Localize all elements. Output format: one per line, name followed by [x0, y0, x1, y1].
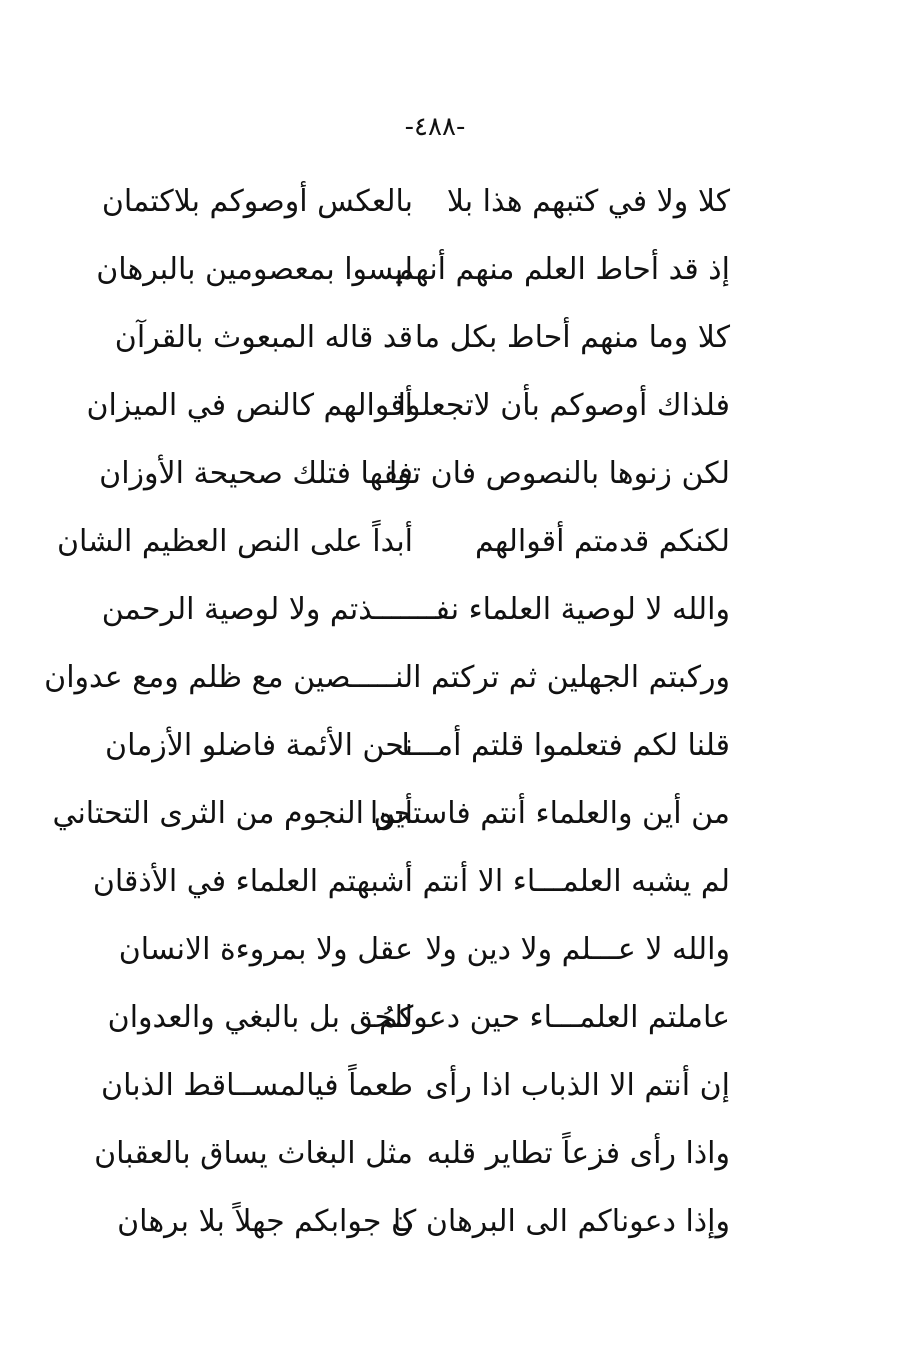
verse-line: [99, 440, 730, 508]
verse-first-hemistich: إذ قد أحاط العلم منهم أنهم: [395, 252, 730, 287]
verse-line: [118, 916, 730, 984]
verse-second-hemistich: ليسوا بمعصومين بالبرهان: [96, 252, 413, 287]
verse-line: [92, 848, 730, 916]
verse-line-joined: [44, 644, 730, 712]
verse-line: [101, 1052, 730, 1120]
verse-second-hemistich: قد قاله المبعوث بالقرآن: [114, 320, 413, 355]
verse-second-hemistich: نحن الأئمة فاضلو الأزمان: [105, 728, 413, 763]
verse-first-hemistich: من أين والعلماء أنتم فاستحوا: [369, 796, 730, 831]
verse-line: [56, 508, 730, 576]
verse-second-hemistich: فقها فتلك صحيحة الأوزان: [99, 456, 413, 491]
verse-first-hemistich: عاملتم العلمـــاء حين دعوكمُ: [379, 1000, 730, 1035]
verse-second-hemistich: للحق بل بالبغي والعدوان: [107, 1000, 413, 1035]
verse-second-hemistich: ن جوابكم جهلاً بلا برهان: [117, 1204, 413, 1239]
verse-second-hemistich: طعماً فيالمســاقط الذبان: [101, 1068, 413, 1103]
verse-first-hemistich: لكنكم قدمتم أقوالهم: [475, 524, 730, 559]
verse-joined-text: والله لا لوصية العلماء نفـــــــذتم ولا لوصية الرحمن: [101, 592, 730, 627]
verse-first-hemistich: وإذا دعوناكم الى البرهان كا: [392, 1204, 730, 1239]
verse-joined-text: وركبتم الجهلين ثم تركتم النـــــصين مع ظلم ومع عدوان: [44, 660, 730, 695]
verse-second-hemistich: عقل ولا بمروءة الانسان: [118, 932, 413, 967]
verse-first-hemistich: واذا رأى فزعاً تطاير قلبه: [426, 1136, 730, 1171]
verse-first-hemistich: لكن زنوها بالنصوص فان توا: [388, 456, 730, 491]
verse-second-hemistich: أين النجوم من الثرى التحتاني: [52, 796, 413, 831]
verse-line: [86, 372, 730, 440]
verse-second-hemistich: مثل البغاث يساق بالعقبان: [94, 1136, 413, 1171]
verse-second-hemistich: بالعكس أوصوكم بلاكتمان: [101, 184, 413, 219]
verse-line: [52, 780, 730, 848]
verse-first-hemistich: كلا ولا في كتبهم هذا بلا: [446, 184, 730, 219]
verse-line: [94, 1120, 730, 1188]
verse-second-hemistich: أبداً على النص العظيم الشان: [56, 524, 413, 559]
poem: [44, 168, 730, 1256]
verse-line-joined: [101, 576, 730, 644]
verse-second-hemistich: أشبهتم العلماء في الأذقان: [92, 864, 413, 899]
verse-second-hemistich: أقوالهم كالنص في الميزان: [86, 388, 413, 423]
verse-line: [96, 236, 730, 304]
verse-first-hemistich: فلذاك أوصوكم بأن لاتجعلوا: [397, 388, 730, 423]
verse-first-hemistich: لم يشبه العلمـــاء الا أنتم: [422, 864, 730, 899]
verse-line: [101, 168, 730, 236]
verse-first-hemistich: إن أنتم الا الذباب اذا رأى: [425, 1068, 730, 1103]
verse-line: [107, 984, 730, 1052]
verse-line: [118, 1188, 730, 1256]
verse-first-hemistich: كلا وما منهم أحاط بكل ما: [414, 320, 730, 355]
verse-line: [114, 304, 730, 372]
verse-first-hemistich: قلنا لكم فتعلموا قلتم أمـــا: [401, 728, 730, 763]
page-number: -٤٨٨-: [404, 112, 466, 142]
verse-line: [105, 712, 730, 780]
verse-first-hemistich: والله لا عـــلم ولا دين ولا: [425, 932, 730, 967]
